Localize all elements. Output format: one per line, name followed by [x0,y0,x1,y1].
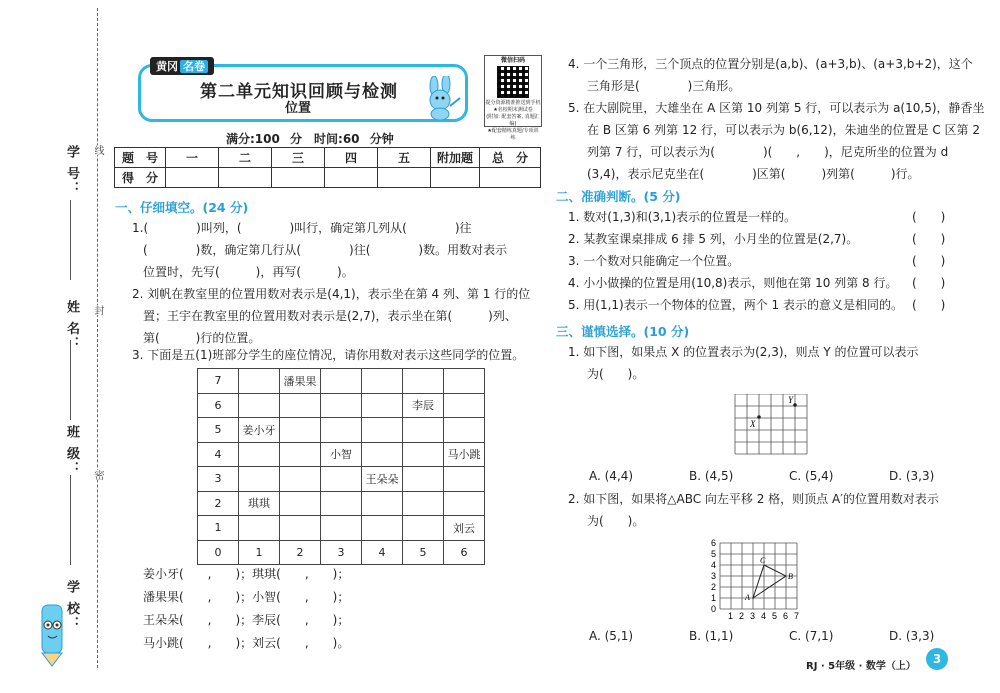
point-x [757,415,761,419]
seat-cell [444,491,485,516]
choice1-opt-b[interactable]: B. (4,5) [689,469,734,483]
seat-cell: 姜小牙 [239,418,280,443]
y-tick-label: 4 [711,560,717,570]
qr-code-icon[interactable] [497,66,529,98]
seat-cell: 小智 [321,442,362,467]
judge-answer-paren[interactable]: ( ) [912,298,946,312]
section-judge: 二、准确判断。(5 分) [556,189,681,204]
name-label: 姓 名： [64,300,79,352]
x-tick-label: 7 [794,611,800,621]
judge-answer-paren[interactable]: ( ) [912,254,946,268]
seat-cell [362,442,403,467]
score-cell[interactable] [378,168,431,188]
page-footer: RJ · 5年级 · 数学（上） [806,661,916,672]
seat-cell [403,442,444,467]
choice2-grid-figure [708,533,818,623]
seat-axis-label: 1 [239,540,280,565]
judge-item: 3. 一个数对只能确定一个位置。 [568,254,740,268]
score-cell[interactable] [166,168,219,188]
x-tick-label: 1 [728,611,734,621]
choice1-grid-figure [730,394,810,459]
class-line [70,475,71,565]
choice1-opt-d[interactable]: D. (3,3) [889,469,935,483]
seat-cell [362,516,403,541]
q3-answer-2: 潘果果( , )；小智( , )； [143,590,350,604]
x-tick-label: 5 [772,611,778,621]
judge-answer-paren[interactable]: ( ) [912,232,946,246]
seat-axis-label: 4 [198,442,239,467]
name-line [70,340,71,420]
seat-axis-label: 6 [198,393,239,418]
seat-cell [280,467,321,492]
y-tick-label: 2 [711,582,717,592]
seat-axis-label: 5 [198,418,239,443]
seat-cell: 马小跳 [444,442,485,467]
q5-line1: 5. 在大剧院里，大雄坐在 A 区第 10 列第 5 行，可以表示为 a(10,5)，静香坐 [568,101,985,115]
x-tick-label: 2 [739,611,745,621]
seat-cell: 王朵朵 [362,467,403,492]
seat-cell [280,393,321,418]
q3-answer-3: 王朵朵( , )；李辰( , )； [143,613,350,627]
judge-item: 2. 某教室课桌排成 6 排 5 列，小月坐的位置是(2,7)。 [568,232,859,246]
seat-cell [444,393,485,418]
seat-cell: 琪琪 [239,491,280,516]
choice2-line2: 为( )。 [587,514,645,528]
score-cell[interactable] [325,168,378,188]
qr-code-panel[interactable]: 微信扫码 提分资源精准推送到手机 ★名校期末测试卷 (附加: 配套答案, 真题汇编) ★配套精练真题/专项训练 [485,57,541,141]
choice2-opt-a[interactable]: A. (5,1) [589,629,634,643]
seat-cell [239,393,280,418]
seat-cell [239,442,280,467]
seat-cell [280,418,321,443]
q3-line1: 3. 下面是五(1)班部分学生的座位情况，请你用数对表示这些同学的位置。 [132,348,525,362]
y-tick-label: 1 [711,593,717,603]
page-subtitle: 位置 [285,101,312,116]
exam-meta: 满分:100 分 时间:60 分钟 [226,132,394,146]
choice2-opt-c[interactable]: C. (7,1) [789,629,834,643]
point-x-label: X [750,419,756,429]
school-label: 学 校： [64,580,79,632]
q2-line3: 第( )行的位置。 [143,331,261,345]
seat-axis-label: 7 [198,369,239,394]
seat-axis-label: 2 [198,491,239,516]
judge-answer-paren[interactable]: ( ) [912,210,946,224]
q5-line3: 列第 7 行，可以表示为( )( , )，尼克所坐的位置为 d [587,145,949,159]
seat-cell [321,369,362,394]
score-cell[interactable] [272,168,325,188]
y-tick-label: 5 [711,549,717,559]
seat-cell: 刘云 [444,516,485,541]
seat-cell [321,393,362,418]
judge-item: 1. 数对(1,3)和(3,1)表示的位置是一样的。 [568,210,797,224]
judge-answer-paren[interactable]: ( ) [912,276,946,290]
choice1-opt-c[interactable]: C. (5,4) [789,469,834,483]
class-label: 班 级： [64,425,79,477]
brand-logo: 黄冈 名卷 [150,57,214,75]
binding-dashed-line [97,8,98,668]
choice2-opt-b[interactable]: B. (1,1) [689,629,734,643]
q1-line2: ( )数，确定第几行从( )往( )数。用数对表示 [143,243,508,257]
seat-cell [239,467,280,492]
q1-line1: 1.( )叫列，( )叫行，确定第几列从( )往 [132,221,472,235]
choice2-opt-d[interactable]: D. (3,3) [889,629,935,643]
seat-cell [280,516,321,541]
x-tick-label: 3 [750,611,756,621]
judge-item: 4. 小小做操的位置是用(10,8)表示，则他在第 10 列第 8 行。 [568,276,898,290]
seat-axis-label: 3 [321,540,362,565]
choice1-opt-a[interactable]: A. (4,4) [589,469,634,483]
q5-line4: (3,4)，表示尼克坐在( )区第( )列第( )行。 [587,167,920,181]
student-number-line [70,200,71,280]
rabbit-mascot-icon [420,76,464,120]
x-tick-label: 6 [783,611,789,621]
score-table: 题 号 一 二 三 四 五 附加题 总 分 得 分 [114,147,541,188]
q3-answer-1: 姜小牙( , )；琪琪( , )； [143,567,350,581]
choice1-line1: 1. 如下图，如果点 X 的位置表示为(2,3)，则点 Y 的位置可以表示 [568,345,919,359]
seat-cell [403,516,444,541]
seat-cell [280,442,321,467]
cut-mark-xian: 线 [92,145,103,155]
seat-axis-label: 4 [362,540,403,565]
seat-cell [239,516,280,541]
y-tick-label: 0 [711,604,717,614]
seat-cell: 潘果果 [280,369,321,394]
choice2-line1: 2. 如下图，如果将△ABC 向左平移 2 格，则顶点 A′的位置用数对表示 [568,492,939,506]
y-tick-label: 3 [711,571,717,581]
q4-line1: 4. 一个三角形，三个顶点的位置分别是(a,b)、(a+3,b)、(a+3,b+2)，这个 [568,57,973,71]
seat-grid [197,368,485,565]
cut-mark-mi: 密 [92,470,103,480]
judge-item: 5. 用(1,1)表示一个物体的位置，两个 1 表示的意义是相同的。 [568,298,903,312]
seat-axis-label: 1 [198,516,239,541]
seat-axis-label: 2 [280,540,321,565]
seat-cell: 李辰 [403,393,444,418]
vertex-c-label: C [760,556,766,565]
y-tick-label: 6 [711,538,717,548]
q5-line2: 在 B 区第 6 列第 12 行，可以表示为 b(6,12)，朱迪坐的位置是 C 区第 2 [587,123,980,137]
seat-cell [321,516,362,541]
seat-cell [403,467,444,492]
seat-axis-label: 0 [198,540,239,565]
page-number: 3 [926,648,948,670]
point-y [793,403,797,407]
section-choice: 三、谨慎选择。(10 分) [556,324,690,339]
seat-cell [280,491,321,516]
seat-cell [444,369,485,394]
choice1-line2: 为( )。 [587,367,645,381]
score-cell[interactable] [480,168,541,188]
seat-axis-label: 6 [444,540,485,565]
score-cell[interactable] [219,168,272,188]
seat-cell [403,418,444,443]
q1-line3: 位置时，先写( )，再写( )。 [143,265,354,279]
q4-line2: 三角形是( )三角形。 [587,79,741,93]
seat-cell [321,467,362,492]
triangle-abc [753,565,786,598]
seat-cell [444,418,485,443]
pencil-mascot-icon [30,600,75,670]
seat-cell [362,393,403,418]
vertex-b-label: B [788,572,793,581]
seat-cell [239,369,280,394]
section-fill-in: 一、仔细填空。(24 分) [115,200,249,215]
seat-cell [403,369,444,394]
point-y-label: Y [788,395,794,405]
seat-axis-label: 5 [403,540,444,565]
score-cell[interactable] [431,168,480,188]
seat-cell [321,491,362,516]
seat-cell [321,418,362,443]
seat-cell [362,369,403,394]
q2-line1: 2. 刘帆在教室里的位置用数对表示是(4,1)，表示坐在第 4 列、第 1 行的位 [132,287,531,301]
x-tick-label: 4 [761,611,767,621]
q2-line2: 置；王宇在教室里的位置用数对表示是(2,7)，表示坐在第( )列、 [143,309,517,323]
vertex-a-label: A [745,593,750,602]
seat-cell [362,418,403,443]
student-number-label: 学 号： [64,145,79,197]
page-title: 第二单元知识回顾与检测 [200,82,398,102]
seat-cell [403,491,444,516]
seat-cell [362,491,403,516]
cut-mark-feng: 封 [92,305,103,315]
q3-answer-4: 马小跳( , )；刘云( , )。 [143,636,350,650]
seat-cell [444,467,485,492]
seat-axis-label: 3 [198,467,239,492]
